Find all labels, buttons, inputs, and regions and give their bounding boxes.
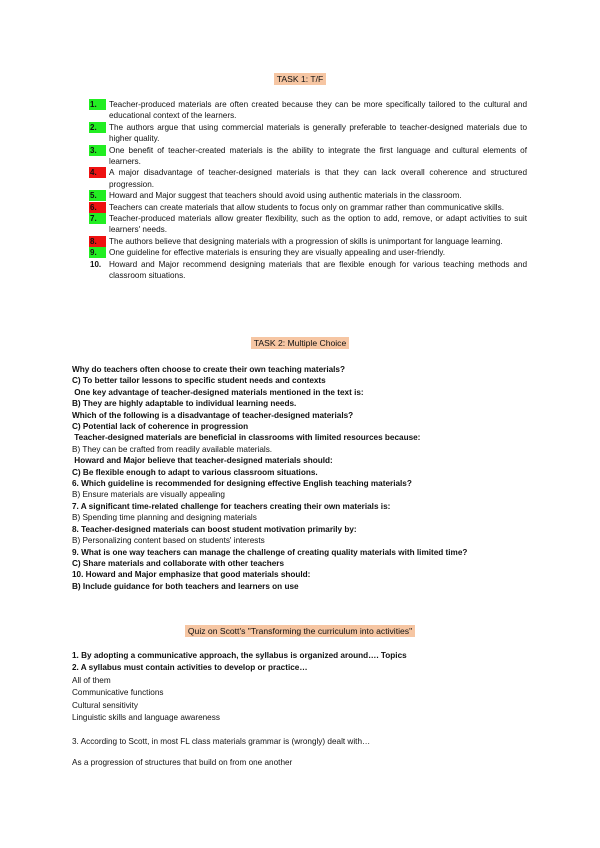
tf-item: [89, 236, 527, 247]
tf-item-text: A major disadvantage of teacher-designed materials is that they can lack overall coherence and structured progression.: [109, 168, 527, 189]
mc-line: 6. Which guideline is recommended for designing effective English teaching materials?: [72, 479, 412, 489]
mc-line: C) Share materials and collaborate with other teachers: [72, 558, 285, 568]
tf-item-text: Teacher-produced materials are often created because they can be more specifically tailored to the cultural and educational context of the learners.: [109, 100, 527, 121]
mc-line: C) To better tailor lessons to specific student needs and contexts: [72, 376, 326, 386]
mc-line: Teacher-designed materials are beneficial in classrooms with limited resources because:: [72, 433, 421, 443]
tf-item-number: 4.: [89, 167, 106, 178]
mc-line: C) Potential lack of coherence in progression: [72, 422, 249, 432]
mc-line: 7. A significant time-related challenge for teachers creating their own materials is:: [72, 501, 391, 511]
mc-line: B) Personalizing content based on students' interests: [72, 536, 265, 546]
tf-item: [89, 190, 527, 201]
tf-item-text: Teachers can create materials that allow students to focus only on grammar rather than communicative skills.: [109, 202, 504, 212]
tf-item-number: 2.: [89, 122, 106, 133]
multiple-choice-block: [72, 364, 542, 592]
mc-line: B) Ensure materials are visually appealing: [72, 490, 225, 500]
tf-item-number: 10.: [90, 259, 102, 269]
tf-item-number: 3.: [89, 145, 106, 156]
tf-item-number: 5.: [89, 190, 106, 201]
tf-item: [89, 213, 527, 236]
quiz-line: 3. According to Scott, in most FL class materials grammar is (wrongly) dealt with…: [72, 737, 371, 746]
mc-line: B) Spending time planning and designing materials: [72, 513, 257, 523]
tf-item-text: One benefit of teacher-created materials is the ability to integrate the first language and cultural elements of learners.: [109, 145, 527, 167]
tf-item-number: 9.: [89, 247, 106, 258]
tf-item-number: 7.: [89, 213, 106, 224]
task2-heading-wrap: [0, 337, 600, 349]
tf-item-number: 1.: [89, 99, 106, 110]
mc-line: B) Include guidance for both teachers and learners on use: [72, 581, 299, 591]
mc-line: 9. What is one way teachers can manage the challenge of creating quality materials with limited time?: [72, 547, 468, 557]
task2-heading: TASK 2: Multiple Choice: [251, 337, 350, 349]
mc-line: Howard and Major believe that teacher-designed materials should:: [72, 456, 333, 466]
mc-line: One key advantage of teacher-designed materials mentioned in the text is:: [72, 387, 364, 397]
tf-item: [89, 145, 527, 168]
mc-line: Which of the following is a disadvantage of teacher-designed materials?: [72, 410, 354, 420]
task1-heading: TASK 1: T/F: [274, 73, 326, 85]
tf-item-text: Howard and Major suggest that teachers should avoid using authentic materials in the classroom.: [109, 191, 462, 201]
quiz-line: Linguistic skills and language awareness: [72, 713, 220, 722]
mc-line: 10. Howard and Major emphasize that good materials should:: [72, 570, 311, 580]
tf-item: [89, 167, 527, 190]
quiz-line: All of them: [72, 676, 111, 685]
mc-line: B) They are highly adaptable to individual learning needs.: [72, 399, 297, 409]
mc-line: B) They can be crafted from readily available materials.: [72, 444, 273, 454]
tf-item: [89, 99, 527, 122]
tf-item-number: 8.: [89, 236, 106, 247]
mc-line: Why do teachers often choose to create their own teaching materials?: [72, 365, 345, 374]
tf-item-text: The authors argue that using commercial materials is generally preferable to teacher-designed materials due to higher quality.: [109, 122, 527, 144]
tf-item-text: One guideline for effective materials is ensuring they are visually appealing and user-friendly.: [109, 248, 446, 258]
mc-line: 8. Teacher-designed materials can boost student motivation primarily by:: [72, 524, 357, 534]
mc-line: C) Be flexible enough to adapt to various classroom situations.: [72, 467, 318, 477]
quiz-heading: Quiz on Scott's "Transforming the curriculum into activities": [185, 625, 415, 637]
quiz-line: 2. A syllabus must contain activities to develop or practice…: [72, 663, 308, 672]
quiz-line: 1. By adopting a communicative approach, the syllabus is organized around…. Topics: [72, 651, 407, 660]
quiz-line: Communicative functions: [72, 688, 164, 697]
tf-item-number: 6.: [89, 202, 106, 213]
task1-heading-wrap: [0, 73, 600, 85]
true-false-list: [89, 99, 527, 282]
quiz-heading-wrap: [0, 625, 600, 637]
tf-item-text: Teacher-produced materials allow greater flexibility, such as the option to add, remove, or adapt activities to suit learners' needs.: [109, 214, 527, 235]
quiz-line: As a progression of structures that build on from one another: [72, 758, 293, 767]
tf-item: [89, 202, 527, 213]
quiz-line: Cultural sensitivity: [72, 701, 138, 710]
tf-item-text: Howard and Major recommend designing materials that are flexible enough for various teaching methods and classroom situations.: [109, 259, 527, 281]
tf-item: [89, 122, 527, 145]
tf-item-text: The authors believe that designing materials with a progression of skills is unimportant for language learning.: [109, 236, 503, 246]
tf-item: [89, 259, 527, 282]
tf-item: [89, 247, 527, 258]
